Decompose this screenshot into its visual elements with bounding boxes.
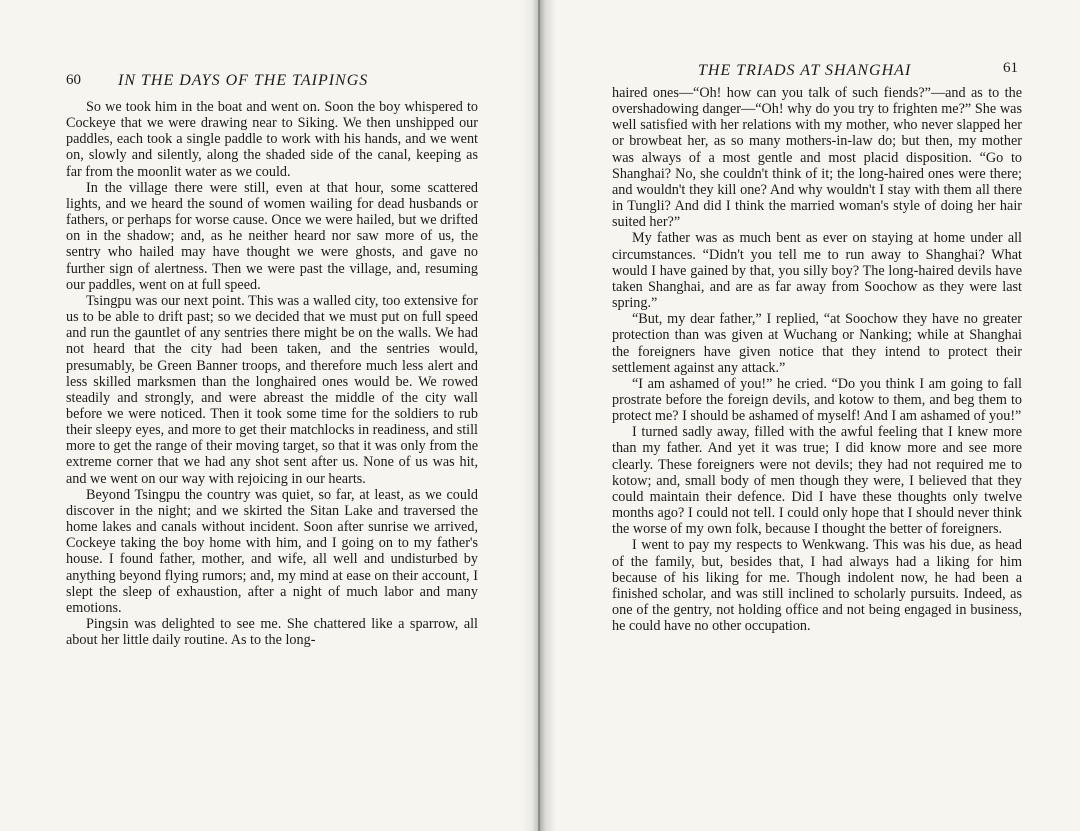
left-page-number: 60 (66, 72, 81, 88)
left-page (66, 0, 478, 831)
paragraph: “But, my dear father,” I replied, “at Soochow they have no greater protection than was given at Wuchang or Nanking; while at Shanghai the foreigners have given notice that they intend to protect their settlement against any attack.” (612, 311, 1022, 376)
paragraph: My father was as much bent as ever on staying at home under all circumstances. “Didn't you tell me to run away to Shanghai? What would I have gained by that, you silly boy? The long-haired devils have taken Shanghai, and are as far away from Soochow as they were last spring.” (612, 230, 1022, 312)
right-page (612, 0, 1022, 831)
book-spine-line (538, 0, 540, 831)
right-page-number: 61 (1003, 60, 1018, 76)
paragraph: Pingsin was delighted to see me. She chattered like a sparrow, all about her little daily routine. As to the long- (66, 616, 478, 649)
paragraph: “I am ashamed of you!” he cried. “Do you think I am going to fall prostrate before the foreign devils, and kotow to them, and beg them to protect me? I should be ashamed of myself! And I am ashamed of you!” (612, 375, 1022, 425)
right-running-head-title: THE TRIADS AT SHANGHAI (698, 62, 912, 79)
left-running-head (66, 72, 478, 92)
paragraph: Tsingpu was our next point. This was a walled city, too extensive for us to be able to drift past; so we decided that we must put on full speed and run the gauntlet of any sentries there might be on the walls. We had not heard that the city had been taken, and the sentries would, presumably, be Green Banner troops, and therefore much less alert and less skilled marksmen than the longhaired ones would be. We rowed steadily and strongly, and were abreast the middle of the city wall before we were noticed. Then it took some time for the soldiers to rub their sleepy eyes, and more to get their matchlocks in readiness, and still more to get the range of their moving target, so that it was only from the extreme corner that we had any shot sent after us. None of us was hit, and we went on our way with rejoicing in our hearts. (66, 292, 478, 487)
left-page-text (66, 99, 478, 648)
right-page-text (612, 85, 1022, 634)
paragraph: Beyond Tsingpu the country was quiet, so far, at least, as we could discover in the night; and we skirted the Sitan Lake and traversed the home lakes and canals without incident. Soon after sunrise we arrived, Cockeye taking the boy home with him, and I going on to my father's house. I found father, mother, and wife, all well and undisturbed by anything beyond flying rumors; and, my mind at ease on their account, I slept the sleep of exhaustion, after a night of much labor and many emotions. (66, 486, 478, 616)
paragraph-continuation: haired ones—“Oh! how can you talk of such fiends?”—and as to the overshadowing danger—“Oh! why do you try to frighten me?” She was well satisfied with her relations with my mother, who never slapped her or browbeat her, as so many mothers-in-law do; but then, my mother was always of a most gentle and most placid disposition. “Go to Shanghai? No, she couldn't think of it; the long-haired ones were there; and wouldn't they kill one? And why wouldn't I stay with them all there in Tungli? And did I think the married woman's style of doing her hair suited her?” (612, 85, 1022, 231)
paragraph: So we took him in the boat and went on. Soon the boy whispered to Cockeye that we were drawing near to Siking. We then unshipped our paddles, each took a single paddle to work with his hands, and we went on, slowly and silently, along the shaded side of the canal, keeping as far from the moonlit water as we could. (66, 99, 478, 180)
paragraph: I turned sadly away, filled with the awful feeling that I knew more than my father. And yet it was true; I did know more and see more clearly. These foreigners were not devils; they had not required me to kotow; and, small body of men though they were, I believed that they could maintain their defence. Did I have these thoughts only twelve months ago? I could not tell. I could only hope that I should never think the worse of my own folk, because I thought the better of foreigners. (612, 424, 1022, 538)
left-running-head-title: IN THE DAYS OF THE TAIPINGS (118, 72, 369, 89)
paragraph: I went to pay my respects to Wenkwang. This was his due, as head of the family, but, besides that, I had always had a liking for him because of his liking for me. Though indolent now, he had been a finished scholar, and was still inclined to scholarly pursuits. Indeed, as one of the gentry, not holding office and not being engaged in business, he could have no other occupation. (612, 537, 1022, 635)
paragraph: In the village there were still, even at that hour, some scattered lights, and we heard the sound of women wailing for dead husbands or fathers, or perhaps for worse cause. Once we were hailed, but we drifted on in the shadow; and, as he neither heard nor saw more of us, the sentry who hailed may have thought we were ghosts, and gave no further sign of alertness. Then we were past the village, and, resuming our paddles, went on at full speed. (66, 179, 478, 293)
